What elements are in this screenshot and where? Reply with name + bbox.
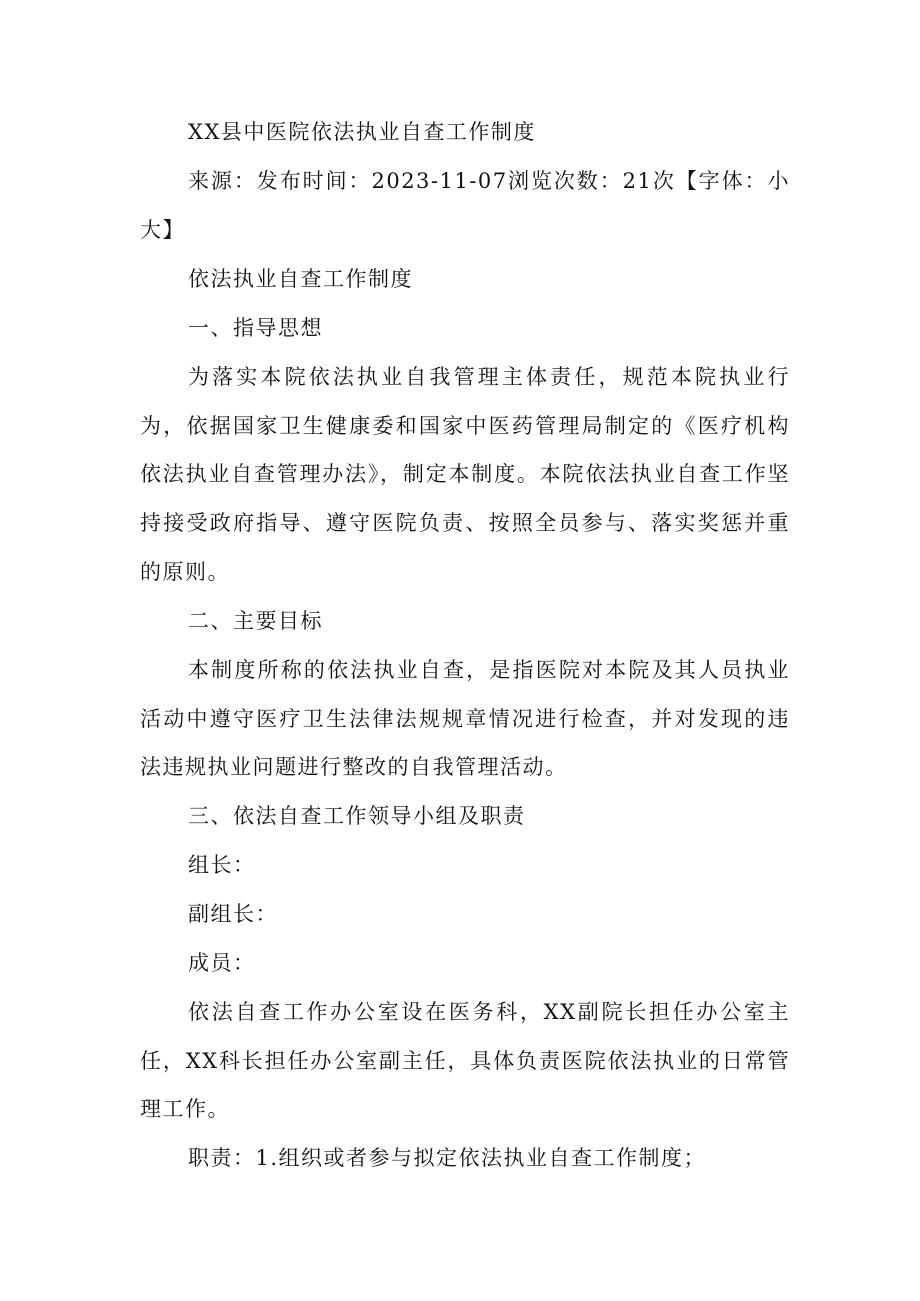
- office-description: 依法自查工作办公室设在医务科，XX副院长担任办公室主任，XX科长担任办公室副主任，具体负责医院依法执业的日常管理工作。: [140, 1000, 790, 1122]
- section-heading-main-goal: 二、主要目标: [188, 609, 323, 633]
- section-body-guiding-principle: 为落实本院依法执业自我管理主体责任，规范本院执业行为，依据国家卫生健康委和国家中医药管理局制定的《医疗机构依法执业自查管理办法》，制定本制度。本院依法执业自查工作坚持接受政府指导、遵守医院负责、按照全员参与、落实奖惩并重的原则。: [140, 365, 790, 584]
- document-title: XX县中医院依法执业自查工作制度: [188, 120, 536, 144]
- section-heading-guiding-principle: 一、指导思想: [188, 316, 323, 340]
- deputy-leader-label: 副组长：: [188, 902, 278, 926]
- document-subtitle: 依法执业自查工作制度: [188, 267, 413, 291]
- section-heading-leadership-group: 三、依法自查工作领导小组及职责: [188, 804, 526, 828]
- leader-label: 组长：: [188, 853, 256, 877]
- members-label: 成员：: [188, 951, 256, 975]
- publish-meta-line: 来源：发布时间：2023-11-07浏览次数：21次【字体：小大】: [140, 169, 790, 242]
- duty-item-1: 职责：1.组织或者参与拟定依法执业自查工作制度；: [188, 1146, 707, 1170]
- section-body-main-goal: 本制度所称的依法执业自查，是指医院对本院及其人员执业活动中遵守医疗卫生法律法规规章情况进行检查，并对发现的违法违规执业问题进行整改的自我管理活动。: [140, 658, 790, 780]
